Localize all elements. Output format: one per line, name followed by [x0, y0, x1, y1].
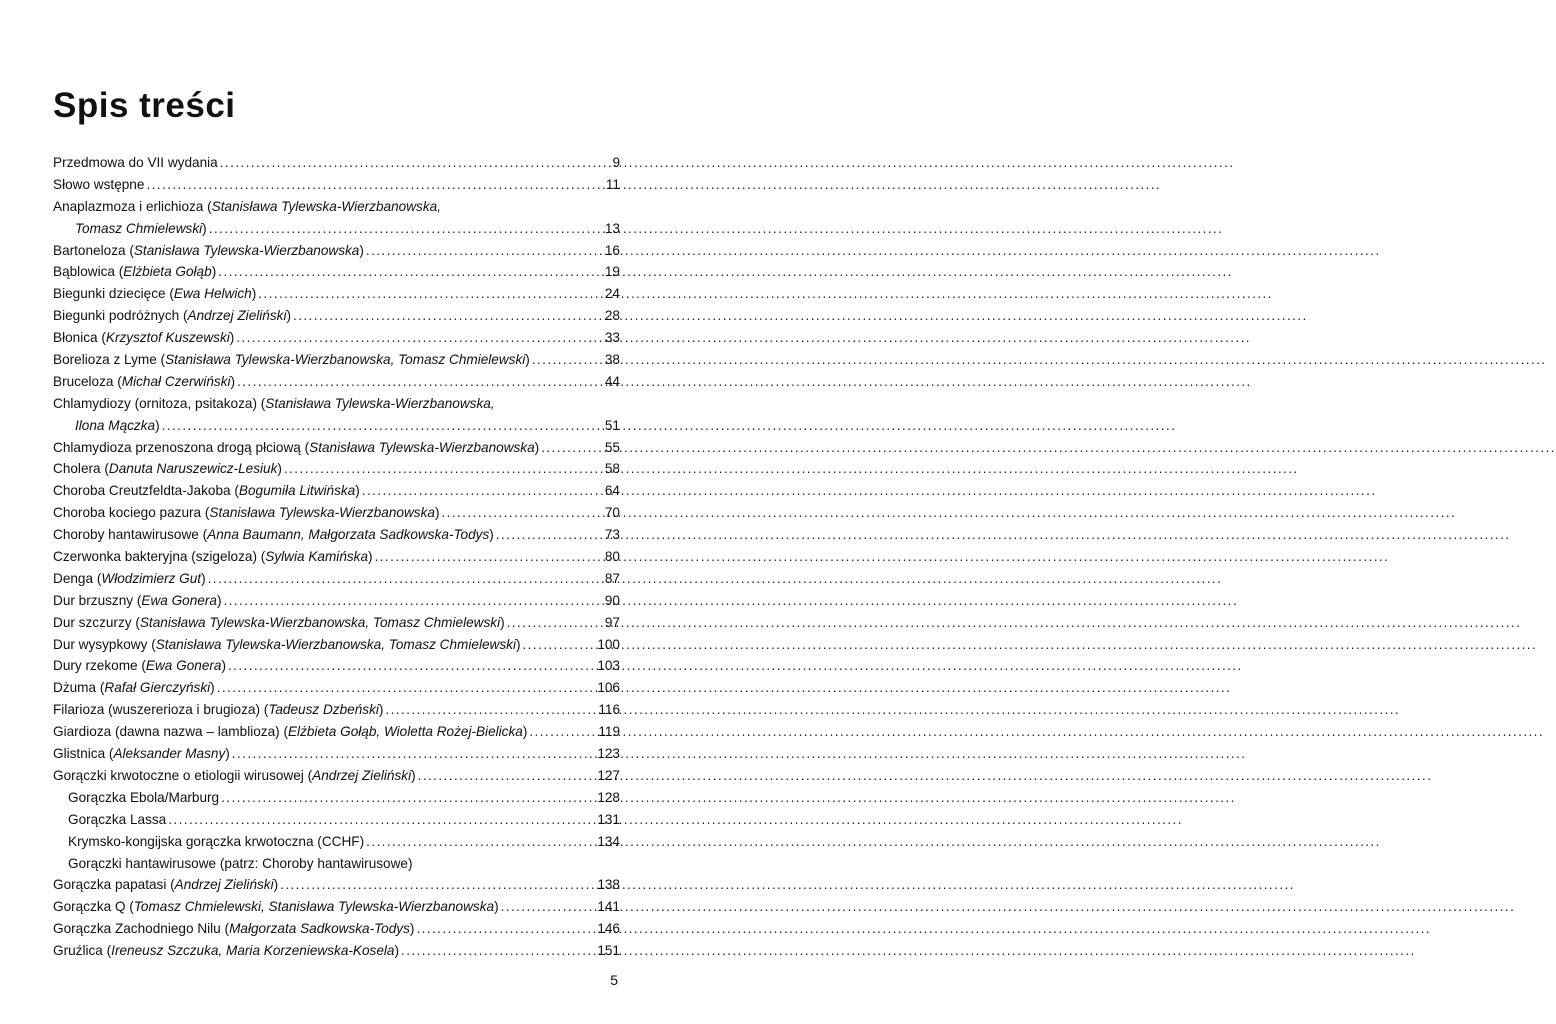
- dot-leader: [208, 568, 603, 590]
- toc-entry-title: [53, 283, 256, 305]
- toc-entry-title: [53, 765, 416, 787]
- toc-entry-topic: Denga (: [53, 570, 102, 586]
- toc-entry-author: Rafał Gierczyński: [104, 680, 211, 696]
- toc-entry-topic: Gorączka papatasi (: [53, 877, 175, 893]
- toc-entry-author: Stanisława Tylewska-Wierzbanowska,: [265, 395, 495, 411]
- toc-entry: [53, 699, 620, 721]
- page-title: Spis treści: [53, 86, 236, 125]
- toc-entry-author: Tomasz Chmielewski: [75, 220, 203, 236]
- dot-leader: [218, 261, 603, 283]
- toc-entry-closing: ): [225, 746, 230, 762]
- toc-entry-topic: Dur wysypkowy (: [53, 636, 156, 652]
- toc-entry: [53, 502, 620, 524]
- toc-entry-closing: ): [355, 483, 360, 499]
- toc-entry-author: Stanisława Tylewska-Wierzbanowska,: [211, 198, 441, 214]
- toc-entry-title: [53, 546, 373, 568]
- toc-entry: [53, 240, 620, 262]
- toc-entry: [53, 853, 620, 875]
- dot-leader: [223, 590, 602, 612]
- toc-entry-page: 141: [597, 899, 620, 915]
- toc-entry-author: Danuta Naruszewicz-Lesiuk: [108, 461, 278, 477]
- toc-entry: [53, 393, 620, 415]
- dot-leader: [501, 896, 596, 918]
- toc-entry-topic: Dżuma (: [53, 680, 105, 696]
- toc-entry: [53, 918, 620, 940]
- document-page: [0, 0, 672, 1024]
- toc-entry-topic: Błonica (: [53, 330, 106, 346]
- toc-entry-topic: Borelioza z Lyme (: [53, 352, 166, 368]
- toc-entry-title: [53, 612, 505, 634]
- dot-leader: [366, 240, 603, 262]
- toc-entry-title: [53, 458, 282, 480]
- dot-leader: [209, 218, 603, 240]
- toc-entry-page: 127: [597, 767, 620, 783]
- toc-entry-closing: ): [411, 767, 416, 783]
- dot-leader: [401, 940, 595, 962]
- toc-entry: [53, 765, 620, 787]
- toc-entry: [53, 174, 620, 196]
- toc-entry-topic: Bartoneloza (: [53, 242, 134, 258]
- toc-entry: [53, 874, 620, 896]
- toc-entry: [53, 590, 620, 612]
- toc-entry-closing: ): [522, 724, 528, 740]
- toc-entry-topic: Gorączki hantawirusowe (patrz: Choroby hantawirusowe): [68, 855, 413, 871]
- toc-entry-closing: ): [286, 308, 292, 324]
- toc-entry-page: 33: [604, 330, 620, 346]
- toc-entry-author: Stanisława Tylewska-Wierzbanowska: [209, 505, 435, 521]
- toc-entry-page: 103: [597, 658, 620, 674]
- toc-entry-closing: ): [216, 592, 222, 608]
- toc-entry-title: [53, 349, 530, 371]
- toc-entry-page: 131: [597, 811, 620, 827]
- toc-entry-title: [53, 261, 216, 283]
- toc-entry-page: 80: [604, 549, 620, 565]
- toc-entry-topic: Gorączka Ebola/Marburg: [68, 789, 220, 805]
- toc-entry-closing: ): [494, 899, 499, 915]
- toc-entry-page: 134: [597, 833, 620, 849]
- dot-leader: [146, 174, 603, 196]
- toc-entry-author: Andrzej Zieliński: [187, 308, 287, 324]
- toc-entry-author: Stanisława Tylewska-Wierzbanowska, Tomasz Chmielewski: [165, 352, 526, 368]
- toc-entry: [53, 261, 620, 283]
- dot-leader: [162, 415, 603, 437]
- toc-entry-closing: ): [230, 373, 236, 389]
- toc-entry-title: [75, 218, 207, 240]
- toc-entry-page: 55: [604, 439, 620, 455]
- dot-leader: [441, 502, 602, 524]
- toc-entry-author: Sylwia Kamińska: [265, 549, 369, 565]
- toc-entry-author: Aleksander Masny: [113, 746, 226, 762]
- toc-entry-closing: ): [273, 877, 279, 893]
- dot-leader: [541, 437, 603, 459]
- toc-entry-closing: ): [500, 614, 505, 630]
- toc-entry: [53, 327, 620, 349]
- toc-entry-topic: Krymsko-kongijska gorączka krwotoczna (CCHF): [68, 833, 365, 849]
- toc-entry: [53, 568, 620, 590]
- toc-entry-closing: ): [210, 680, 215, 696]
- toc-entry-title: [53, 240, 364, 262]
- toc-entry-title: [53, 502, 439, 524]
- toc-entry: [53, 743, 620, 765]
- toc-entry-title: [53, 152, 218, 174]
- toc-entry: [53, 458, 620, 480]
- toc-entry-title: [53, 896, 499, 918]
- toc-entry: [53, 305, 620, 327]
- dot-leader: [496, 524, 603, 546]
- toc-entry-topic: Gorączka Lassa: [68, 811, 167, 827]
- toc-entry-title: [53, 305, 291, 327]
- toc-entry-topic: Gorączka Q (: [53, 899, 134, 915]
- toc-entry-topic: Czerwonka bakteryjna (szigeloza) (: [53, 549, 266, 565]
- toc-entry: [53, 787, 620, 809]
- toc-entry-author: Ewa Helwich: [173, 286, 252, 302]
- toc-entry-closing: ): [525, 352, 530, 368]
- toc-entry-topic: Dury rzekome (: [53, 658, 146, 674]
- toc-entry-closing: ): [409, 921, 415, 937]
- dot-leader: [258, 283, 603, 305]
- toc-entry-author: Stanisława Tylewska-Wierzbanowska, Tomasz Chmielewski: [155, 636, 516, 652]
- toc-entry-topic: Chlamydioza przenoszona drogą płciową (: [53, 439, 310, 455]
- toc-entry-closing: ): [211, 264, 217, 280]
- toc-entry-topic: Anaplazmoza i erlichioza (: [53, 198, 212, 214]
- toc-entry-topic: Giardioza (dawna nazwa – lamblioza) (: [53, 724, 288, 740]
- toc-entry-title: [53, 699, 383, 721]
- toc-entry-topic: Dur brzuszny (: [53, 592, 142, 608]
- toc-entry-closing: ): [155, 417, 160, 433]
- dot-leader: [217, 677, 596, 699]
- toc-entry-page: 128: [597, 789, 620, 805]
- toc-entry-topic: Cholera (: [53, 461, 109, 477]
- toc-entry-title: [68, 809, 166, 831]
- toc-entry-page: 16: [604, 242, 620, 258]
- toc-entry-closing: ): [368, 549, 373, 565]
- toc-entry-author: Ewa Gonera: [141, 592, 217, 608]
- toc-entry-page: 123: [597, 746, 620, 762]
- toc-entry: [53, 283, 620, 305]
- toc-entry-topic: Gruźlica (: [53, 943, 112, 959]
- toc-entry-author: Małgorzata Sadkowska-Todys: [229, 921, 410, 937]
- toc-entry-author: Tomasz Chmielewski, Stanisława Tylewska-Wierzbanowska: [133, 899, 495, 915]
- toc-entry-title: [53, 568, 206, 590]
- toc-entry: [53, 896, 620, 918]
- dot-leader: [366, 831, 595, 853]
- toc-entry-title: [68, 853, 413, 875]
- toc-entry: [53, 371, 620, 393]
- dot-leader: [507, 612, 603, 634]
- toc-entry-page: 97: [604, 614, 620, 630]
- toc-entry-page: 73: [604, 527, 620, 543]
- toc-entry: [53, 349, 620, 371]
- toc-entry-title: [53, 634, 521, 656]
- dot-leader: [220, 152, 611, 174]
- toc-entry-topic: Bruceloza (: [53, 373, 122, 389]
- toc-entry-title: [53, 918, 414, 940]
- dot-leader: [293, 305, 603, 327]
- dot-leader: [237, 371, 603, 393]
- toc-entry-page: 11: [605, 176, 620, 192]
- toc-entry-author: Elżbieta Gołąb, Wioletta Rożej-Bielicka: [287, 724, 523, 740]
- toc-entry-topic: Filarioza (wuszererioza i brugioza) (: [53, 702, 269, 718]
- toc-entry: [53, 677, 620, 699]
- toc-entry-page: 51: [604, 417, 620, 433]
- toc-entry: [53, 196, 620, 218]
- toc-entry-topic: Choroby hantawirusowe (: [53, 527, 208, 543]
- toc-entry-title: [53, 174, 144, 196]
- toc-entry-title: [53, 590, 221, 612]
- toc-entry-topic: Chlamydiozy (ornitoza, psitakoza) (: [53, 395, 266, 411]
- toc-entry-author: Andrzej Zieliński: [174, 877, 274, 893]
- toc-entry-title: [53, 940, 399, 962]
- dot-leader: [529, 721, 596, 743]
- toc-entry-title: [53, 677, 215, 699]
- dot-leader: [168, 809, 595, 831]
- toc-entry-title: [53, 327, 234, 349]
- toc-entry-title: [53, 371, 235, 393]
- toc-entry-closing: ): [534, 439, 540, 455]
- toc-entry-closing: ): [251, 286, 257, 302]
- table-of-contents: [53, 152, 620, 962]
- toc-entry-closing: ): [229, 330, 235, 346]
- toc-entry-title: [53, 874, 278, 896]
- toc-entry-page: 138: [597, 877, 620, 893]
- toc-entry: [53, 152, 620, 174]
- toc-entry-title: [53, 393, 495, 415]
- toc-entry-page: 70: [604, 505, 620, 521]
- toc-entry-title: [53, 655, 226, 677]
- toc-entry-closing: ): [378, 702, 384, 718]
- toc-entry-author: Stanisława Tylewska-Wierzbanowska: [309, 439, 535, 455]
- toc-entry-topic: Biegunki podróżnych (: [53, 308, 188, 324]
- toc-entry-author: Tadeusz Dzbeński: [268, 702, 379, 718]
- toc-entry-author: Elżbieta Gołąb: [123, 264, 212, 280]
- toc-entry-title: [53, 721, 527, 743]
- dot-leader: [284, 458, 603, 480]
- toc-entry: [53, 940, 620, 962]
- toc-entry-page: 19: [604, 264, 620, 280]
- toc-entry-page: 13: [604, 220, 620, 236]
- toc-entry-page: 44: [604, 373, 620, 389]
- toc-entry-topic: Bąblowica (: [53, 264, 124, 280]
- toc-entry-page: 28: [604, 308, 620, 324]
- toc-entry-author: Ireneusz Szczuka, Maria Korzeniewska-Kosela: [111, 943, 395, 959]
- toc-entry: [53, 546, 620, 568]
- dot-leader: [523, 634, 596, 656]
- toc-entry-topic: Choroba kociego pazura (: [53, 505, 210, 521]
- toc-entry-author: Stanisława Tylewska-Wierzbanowska, Tomasz Chmielewski: [139, 614, 501, 630]
- toc-entry-topic: Glistnica (: [53, 746, 114, 762]
- toc-entry-page: 9: [612, 155, 620, 170]
- toc-entry-author: Anna Baumann, Małgorzata Sadkowska-Todys: [207, 527, 490, 543]
- toc-entry-topic: Słowo wstępne: [53, 176, 145, 192]
- toc-entry-title: [53, 437, 539, 459]
- toc-entry-page: 106: [597, 680, 620, 696]
- toc-entry-author: Włodzimierz Gut: [101, 570, 202, 586]
- toc-entry: [53, 612, 620, 634]
- toc-entry-closing: ): [221, 658, 226, 674]
- dot-leader: [532, 349, 603, 371]
- toc-entry-page: 100: [597, 636, 620, 652]
- dot-leader: [362, 480, 603, 502]
- toc-entry-page: 90: [604, 592, 620, 608]
- toc-entry-author: Bogumiła Litwińska: [238, 483, 356, 499]
- toc-entry-title: [68, 831, 364, 853]
- toc-entry-page: 87: [604, 570, 620, 586]
- dot-leader: [385, 699, 596, 721]
- toc-entry-page: 64: [604, 483, 620, 499]
- toc-entry-title: [53, 480, 360, 502]
- toc-entry-topic: Dur szczurzy (: [53, 614, 140, 630]
- dot-leader: [232, 743, 596, 765]
- toc-entry-author: Michał Czerwiński: [121, 373, 231, 389]
- toc-entry-author: Ewa Gonera: [145, 658, 222, 674]
- dot-leader: [228, 655, 595, 677]
- toc-entry-author: Krzysztof Kuszewski: [105, 330, 230, 346]
- toc-entry-page: 38: [604, 352, 620, 368]
- dot-leader: [375, 546, 603, 568]
- toc-entry-topic: Biegunki dziecięce (: [53, 286, 174, 302]
- toc-entry-author: Stanisława Tylewska-Wierzbanowska: [133, 242, 360, 258]
- toc-entry: [53, 524, 620, 546]
- toc-entry: [53, 634, 620, 656]
- toc-entry: [53, 480, 620, 502]
- page-number: 5: [610, 972, 618, 988]
- toc-entry-author: Ilona Mączka: [75, 417, 156, 433]
- toc-entry-topic: Choroba Creutzfeldta-Jakoba (: [53, 483, 239, 499]
- dot-leader: [221, 787, 595, 809]
- toc-entry-page: 151: [597, 943, 620, 959]
- toc-entry: [53, 655, 620, 677]
- toc-entry-closing: ): [201, 570, 206, 586]
- toc-entry: [53, 218, 620, 240]
- toc-entry-page: 116: [598, 702, 620, 718]
- toc-entry: [53, 809, 620, 831]
- toc-entry-page: 146: [597, 921, 620, 937]
- dot-leader: [416, 918, 595, 940]
- toc-entry-title: [75, 415, 160, 437]
- toc-entry-page: 58: [604, 461, 620, 477]
- toc-entry-closing: ): [202, 220, 207, 236]
- toc-entry-title: [53, 524, 494, 546]
- toc-entry-topic: Przedmowa do VII wydania: [53, 155, 218, 170]
- toc-entry: [53, 831, 620, 853]
- toc-entry-page: 119: [598, 724, 620, 740]
- toc-entry-closing: ): [489, 527, 494, 543]
- toc-entry-topic: Gorączka Zachodniego Nilu (: [53, 921, 230, 937]
- toc-entry: [53, 415, 620, 437]
- toc-entry-title: [68, 787, 219, 809]
- toc-entry-page: 24: [604, 286, 620, 302]
- toc-entry: [53, 437, 620, 459]
- toc-entry-closing: ): [394, 943, 400, 959]
- toc-entry: [53, 721, 620, 743]
- dot-leader: [236, 327, 603, 349]
- toc-entry-title: [53, 743, 230, 765]
- dot-leader: [418, 765, 596, 787]
- toc-entry-closing: ): [277, 461, 282, 477]
- dot-leader: [280, 874, 595, 896]
- toc-entry-topic: Gorączki krwotoczne o etiologii wirusowej (: [53, 767, 313, 783]
- toc-entry-title: [53, 196, 441, 218]
- toc-entry-closing: ): [434, 505, 440, 521]
- toc-entry-author: Andrzej Zieliński: [312, 767, 412, 783]
- toc-entry-closing: ): [359, 242, 364, 258]
- toc-entry-closing: ): [515, 636, 521, 652]
